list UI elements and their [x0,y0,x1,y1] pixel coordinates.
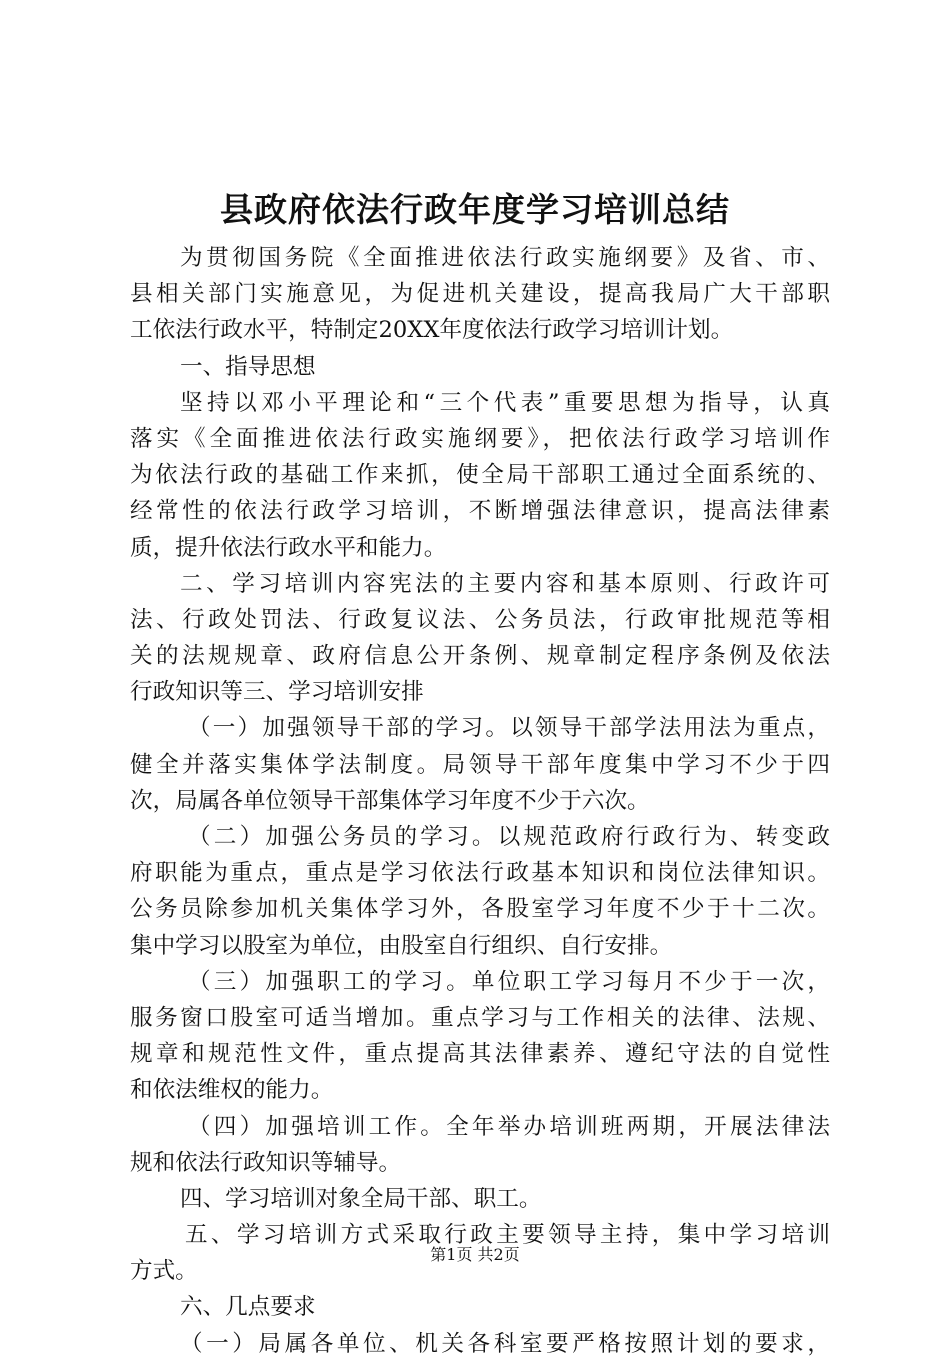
paragraph-line: 服务窗口股室可适当增加。重点学习与工作相关的法律、法规、 [130,1004,830,1031]
paragraph-line: 经常性的依法行政学习培训，不断增强法律意识，提高法律素 [130,498,830,525]
paragraph-line: 行政知识等三、学习培训安排 [130,679,424,706]
paragraph-line: 规章和规范性文件，重点提高其法律素养、遵纪守法的自觉性 [130,1041,830,1068]
paragraph-line: 质，提升依法行政水平和能力。 [130,534,447,561]
paragraph-line: （一）局属各单位、机关各科室要严格按照计划的要求， [180,1330,830,1357]
section-heading: 二、学习培训内容宪法的主要内容和基本原则、行政许可 [180,570,830,597]
section-heading: 一、指导思想 [180,353,316,380]
paragraph-line: 府职能为重点，重点是学习依法行政基本知识和岗位法律知识。 [130,860,830,887]
paragraph-line: （一）加强领导干部的学习。以领导干部学法用法为重点， [188,715,830,742]
paragraph-line: （二）加强公务员的学习。以规范政府行政行为、转变政 [188,824,830,850]
document-title: 县政府依法行政年度学习培训总结 [220,190,730,229]
section-heading: 四、学习培训对象全局干部、职工。 [180,1185,542,1212]
paragraph-line: 坚持以邓小平理论和“三个代表”重要思想为指导，认真 [180,389,830,416]
paragraph-line: （四）加强培训工作。全年举办培训班两期，开展法律法 [188,1113,830,1140]
paragraph-line: 法、行政处罚法、行政复议法、公务员法，行政审批规范等相 [130,606,830,633]
paragraph-line: （三）加强职工的学习。单位职工学习每月不少于一次， [188,968,830,995]
paragraph-line: 公务员除参加机关集体学习外，各股室学习年度不少于十二次。 [130,896,830,923]
paragraph-line: 工依法行政水平，特制定20XX年度依法行政学习培训计划。 [130,317,734,344]
paragraph-line: 为依法行政的基础工作来抓，使全局干部职工通过全面系统的、 [130,462,830,489]
paragraph-line: 县相关部门实施意见，为促进机关建设，提高我局广大干部职 [130,281,830,308]
paragraph-line: 关的法规规章、政府信息公开条例、规章制定程序条例及依法 [130,643,830,670]
page-indicator: 第1页 共2页 [430,1245,520,1264]
section-heading: 六、几点要求 [180,1294,316,1321]
paragraph-line: 为贯彻国务院《全面推进依法行政实施纲要》及省、市、 [180,245,830,271]
paragraph-line: 集中学习以股室为单位，由股室自行组织、自行安排。 [130,932,673,959]
document-body [130,240,830,1362]
paragraph-line: 落实《全面推进依法行政实施纲要》，把依法行政学习培训作 [130,425,830,452]
section-heading: 五、学习培训方式采取行政主要领导主持，集中学习培训 [185,1222,830,1249]
paragraph-line: 健全并落实集体学法制度。局领导干部年度集中学习不少于四 [130,751,830,778]
paragraph-line: 次，局属各单位领导干部集体学习年度不少于六次。 [130,787,650,814]
paragraph-line: 方式。 [130,1258,198,1285]
paragraph-line: 规和依法行政知识等辅导。 [130,1149,402,1176]
paragraph-line: 和依法维权的能力。 [130,1077,334,1104]
